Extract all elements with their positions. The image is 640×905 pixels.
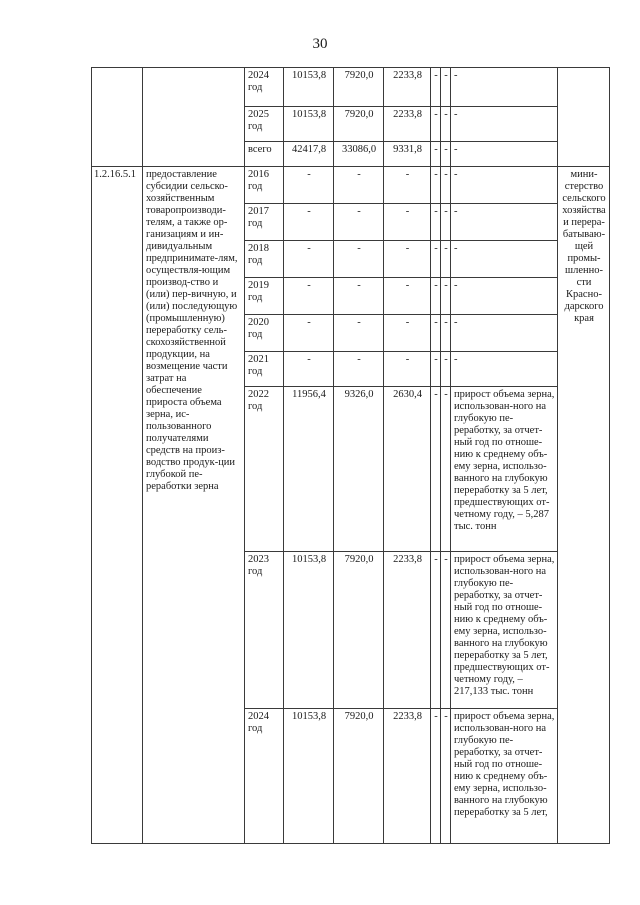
federal-budget-cell: 7920,0	[334, 552, 384, 709]
federal-budget-cell: -	[334, 167, 384, 204]
year-cell: 2016 год	[245, 167, 284, 204]
local-budget-cell: -	[431, 315, 441, 352]
total-cell: -	[284, 241, 334, 278]
local-budget-cell: -	[431, 142, 441, 167]
local-budget-cell: -	[431, 241, 441, 278]
year-cell: 2021 год	[245, 352, 284, 387]
regional-budget-cell: 2233,8	[384, 552, 431, 709]
regional-budget-cell: 2630,4	[384, 387, 431, 552]
total-cell: 10153,8	[284, 107, 334, 142]
result-cell: -	[451, 241, 558, 278]
total-cell: -	[284, 204, 334, 241]
result-cell: -	[451, 68, 558, 107]
table-row	[92, 68, 610, 107]
table-row	[92, 167, 610, 204]
result-cell: -	[451, 167, 558, 204]
measure-code: 1.2.16.5.1	[92, 167, 143, 844]
year-cell: 2017 год	[245, 204, 284, 241]
regional-budget-cell: -	[384, 315, 431, 352]
federal-budget-cell: 7920,0	[334, 709, 384, 844]
regional-budget-cell: -	[384, 352, 431, 387]
federal-budget-cell: -	[334, 204, 384, 241]
federal-budget-cell: -	[334, 352, 384, 387]
regional-budget-cell: -	[384, 167, 431, 204]
total-cell: -	[284, 352, 334, 387]
result-cell: -	[451, 107, 558, 142]
total-cell: 10153,8	[284, 709, 334, 844]
other-sources-cell: -	[441, 352, 451, 387]
description-cell-empty	[143, 68, 245, 167]
regional-budget-cell: -	[384, 278, 431, 315]
other-sources-cell: -	[441, 241, 451, 278]
local-budget-cell: -	[431, 167, 441, 204]
local-budget-cell: -	[431, 352, 441, 387]
other-sources-cell: -	[441, 204, 451, 241]
federal-budget-cell: 7920,0	[334, 107, 384, 142]
local-budget-cell: -	[431, 387, 441, 552]
local-budget-cell: -	[431, 709, 441, 844]
year-cell: 2018 год	[245, 241, 284, 278]
result-cell: прирост объема зерна, использован-ного на глубокую пе-реработку, за отчет-ный год по отноше-нию к среднему объ-ему зерна, использо-ванного на глубокую переработку за 5 лет, предшествующих от-четному году, – 5,287 тыс. тонн	[451, 387, 558, 552]
regional-budget-cell: -	[384, 204, 431, 241]
other-sources-cell: -	[441, 709, 451, 844]
result-cell: прирост объема зерна, использован-ного на глубокую пе-реработку, за отчет-ный год по отноше-нию к среднему объ-ему зерна, использо-ванного на глубокую переработку за 5 лет, предшествующих от-четному году, – 217,133 тыс. тонн	[451, 552, 558, 709]
regional-budget-cell: -	[384, 241, 431, 278]
total-cell: 42417,8	[284, 142, 334, 167]
regional-budget-cell: 9331,8	[384, 142, 431, 167]
result-cell: -	[451, 278, 558, 315]
regional-budget-cell: 2233,8	[384, 709, 431, 844]
other-sources-cell: -	[441, 387, 451, 552]
total-cell: 10153,8	[284, 68, 334, 107]
total-cell: -	[284, 315, 334, 352]
total-cell: -	[284, 278, 334, 315]
other-sources-cell: -	[441, 167, 451, 204]
result-cell: -	[451, 315, 558, 352]
result-cell: -	[451, 204, 558, 241]
local-budget-cell: -	[431, 204, 441, 241]
local-budget-cell: -	[431, 278, 441, 315]
total-cell: 10153,8	[284, 552, 334, 709]
year-cell: всего	[245, 142, 284, 167]
regional-budget-cell: 2233,8	[384, 107, 431, 142]
year-cell: 2020 год	[245, 315, 284, 352]
federal-budget-cell: -	[334, 241, 384, 278]
total-cell: 11956,4	[284, 387, 334, 552]
total-cell: -	[284, 167, 334, 204]
federal-budget-cell: -	[334, 315, 384, 352]
local-budget-cell: -	[431, 107, 441, 142]
other-sources-cell: -	[441, 142, 451, 167]
year-cell: 2024 год	[245, 709, 284, 844]
other-sources-cell: -	[441, 68, 451, 107]
result-cell: -	[451, 142, 558, 167]
year-cell: 2019 год	[245, 278, 284, 315]
federal-budget-cell: -	[334, 278, 384, 315]
federal-budget-cell: 7920,0	[334, 68, 384, 107]
result-cell: прирост объема зерна, использован-ного на глубокую пе-реработку, за отчет-ный год по отноше-нию к среднему объ-ему зерна, использо-ванного на глубокую переработку за 5 лет,	[451, 709, 558, 844]
local-budget-cell: -	[431, 68, 441, 107]
measure-description: предоставление субсидии сельско-хозяйственным товаропроизводи-телям, а также ор-ганизациям и ин-дивидуальным предпринимате-лям, осуществля-ющим производ-ство и (или) пер-вичную, и (или) последующую (промышленную) переработку сель-скохозяйственной продукции, на возмещение части затрат на обеспечение прироста объема зерна, ис-пользованного получателями средств на произ-водство продук-ции глубокой пе-реработки зерна	[143, 167, 245, 844]
other-sources-cell: -	[441, 552, 451, 709]
program-measures-table	[91, 67, 610, 844]
federal-budget-cell: 33086,0	[334, 142, 384, 167]
page-number: 30	[312, 36, 328, 52]
code-cell-empty	[92, 68, 143, 167]
executor-cell: мини-стерство сельского хозяйства и перера-батываю-щей промы-шленно-сти Красно-дарского края	[558, 167, 610, 844]
regional-budget-cell: 2233,8	[384, 68, 431, 107]
result-cell: -	[451, 352, 558, 387]
year-cell: 2025 год	[245, 107, 284, 142]
year-cell: 2024 год	[245, 68, 284, 107]
other-sources-cell: -	[441, 315, 451, 352]
executor-cell-empty	[558, 68, 610, 167]
federal-budget-cell: 9326,0	[334, 387, 384, 552]
year-cell: 2023 год	[245, 552, 284, 709]
local-budget-cell: -	[431, 552, 441, 709]
other-sources-cell: -	[441, 107, 451, 142]
other-sources-cell: -	[441, 278, 451, 315]
year-cell: 2022 год	[245, 387, 284, 552]
